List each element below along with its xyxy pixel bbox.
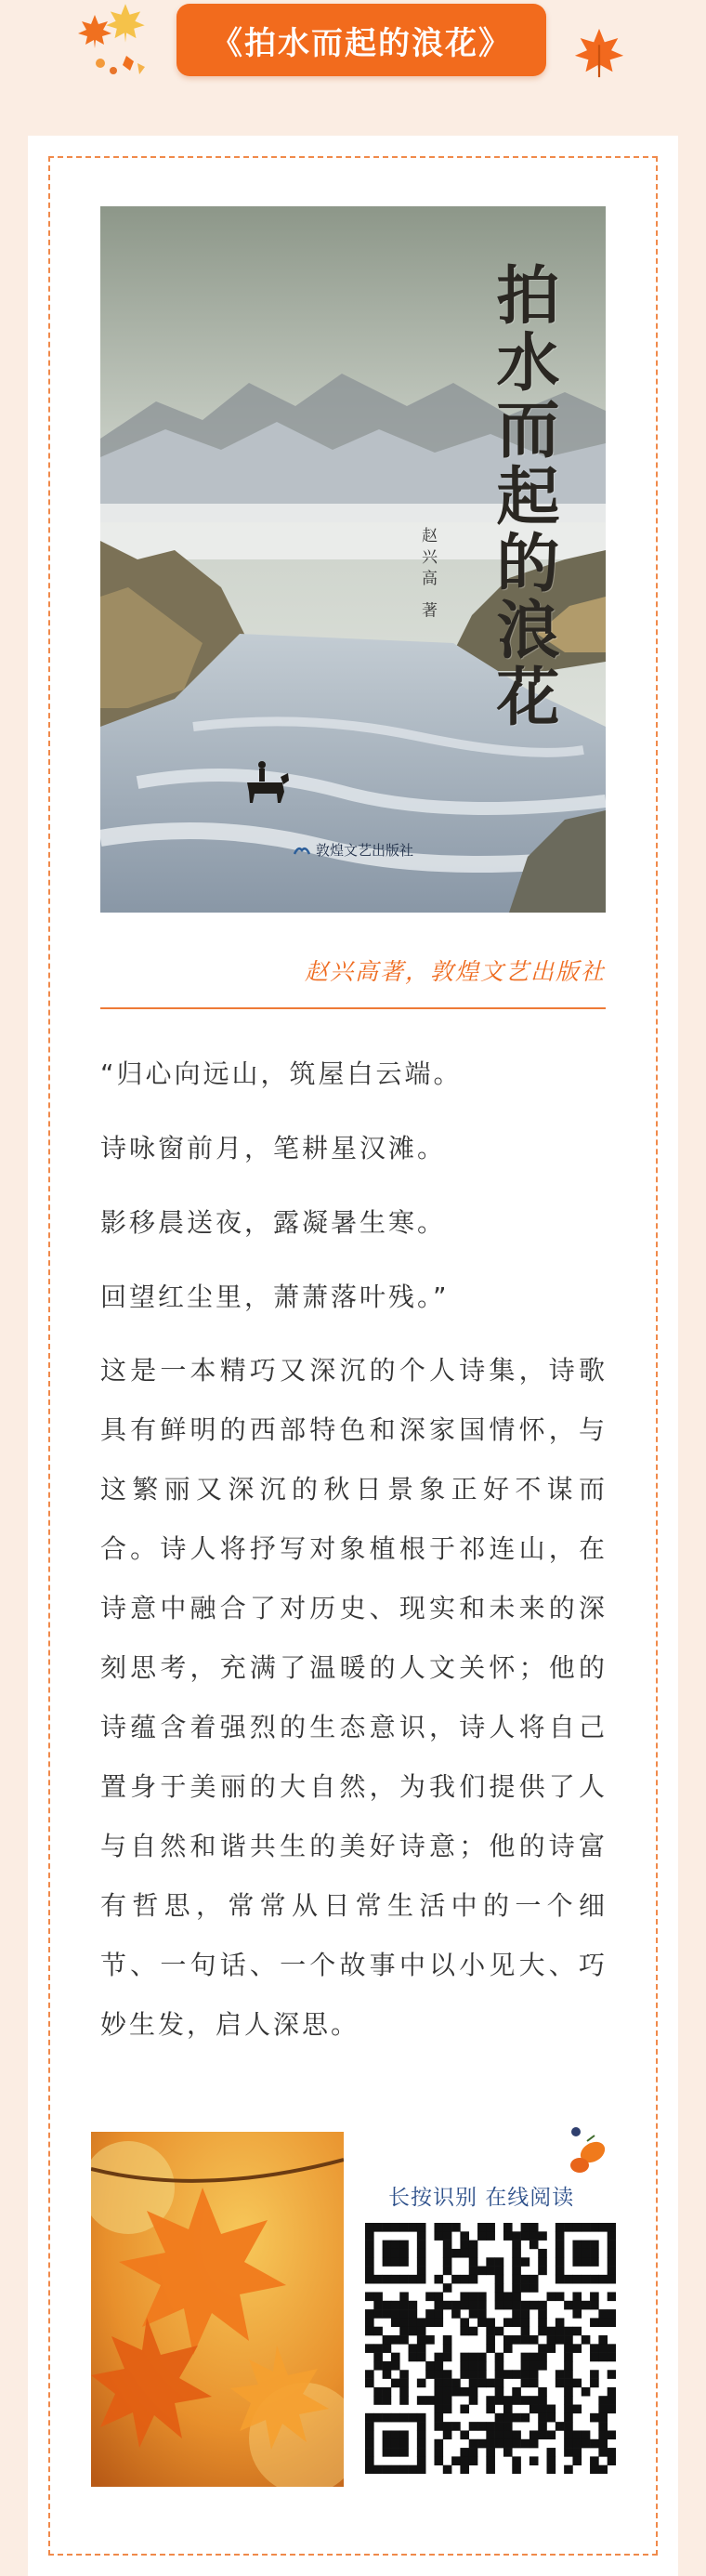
small-leaves-icon	[93, 50, 149, 78]
qr-code[interactable]	[365, 2223, 616, 2474]
publisher-name: 敦煌文艺出版社	[316, 842, 414, 859]
page-title: 《拍水而起的浪花》	[176, 4, 546, 76]
page-header	[0, 0, 706, 125]
scan-hint: 长按识别 在线阅读	[388, 2186, 575, 2210]
maple-leaf-icon	[572, 26, 626, 80]
book-cover-image	[100, 206, 606, 913]
poem-line: 回望红尘里，萧萧落叶残。”	[100, 1281, 450, 1312]
qr-code-pattern	[365, 2223, 616, 2474]
book-title: 拍水而起的浪花	[486, 262, 560, 730]
book-caption: 赵兴高著，敦煌文艺出版社	[304, 958, 606, 985]
publisher-logo-icon	[294, 844, 310, 857]
poem-line: 诗咏窗前月，笔耕星汉滩。	[100, 1133, 447, 1163]
poem-line: 影移晨送夜，露凝暑生寒。	[100, 1207, 447, 1238]
maple-leaf-icon	[104, 2, 147, 45]
book-author: 赵兴高 著	[418, 527, 437, 624]
divider	[100, 1007, 606, 1009]
book-publisher	[294, 840, 413, 860]
book-description: 这是一本精巧又深沉的个人诗集，诗歌具有鲜明的西部特色和深家国情怀，与这繁丽又深沉的秋日景象正好不谋而合。诗人将抒写对象植根于祁连山，在诗意中融合了对历史、现实和未来的深刻思考，充满了温暖的人文关怀；他的诗蕴含着强烈的生态意识，诗人将自己置身于美丽的大自然，为我们提供了人与自然和谐共生的美好诗意；他的诗富有哲思，常常从日常生活中的一个细节、一句话、一个故事中以小见大、巧妙生发，启人深思。	[100, 1355, 608, 2040]
orange-fruit-icon	[559, 2124, 615, 2180]
content-card	[28, 136, 678, 2576]
autumn-leaves-image	[91, 2132, 344, 2487]
poem-line: “归心向远山，筑屋白云端。	[100, 1058, 463, 1089]
